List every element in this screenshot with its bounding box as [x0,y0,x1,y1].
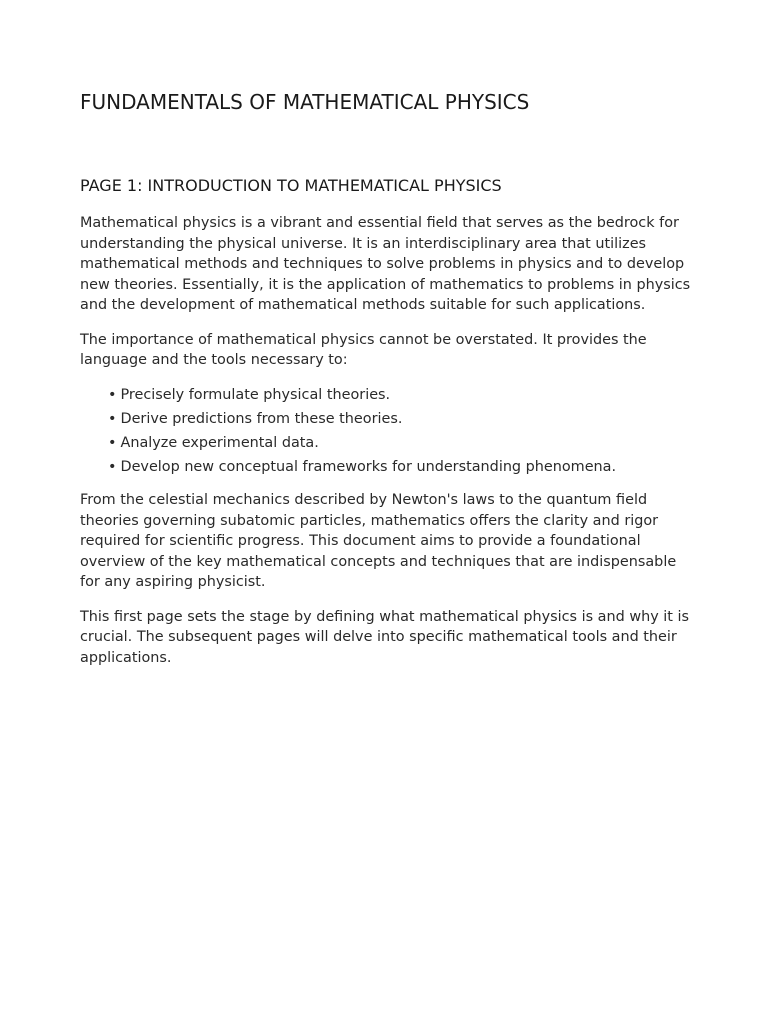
bullet-marker: • [108,410,117,427]
list-item [108,409,695,430]
list-item [108,385,695,406]
section-title: PAGE 1: INTRODUCTION TO MATHEMATICAL PHYSICS [80,176,502,195]
paragraph-progress: From the celestial mechanics described by Newton's laws to the quantum field theories governing subatomic particles, mathematics offers the clarity and rigor required for scientific progress. This document aims to provide a foundational overview of the key mathematical concepts and techniques that are indispensable for any aspiring physicist. [80,492,677,591]
document-title: FUNDAMENTALS OF MATHEMATICAL PHYSICS [80,90,530,114]
list-item-text: Derive predictions from these theories. [120,410,403,427]
bullet-list [80,385,695,478]
list-item-text: Precisely formulate physical theories. [120,386,391,403]
paragraph-importance: The importance of mathematical physics cannot be overstated. It provides the language and the tools necessary to: [80,331,647,368]
list-item [108,457,695,478]
paragraph-summary: This first page sets the stage by defining what mathematical physics is and why it is crucial. The subsequent pages will delve into specific mathematical tools and their applications. [80,608,690,666]
bullet-marker: • [108,386,117,403]
list-item-text: Develop new conceptual frameworks for understanding phenomena. [120,458,617,475]
list-item [108,433,695,454]
list-item-text: Analyze experimental data. [120,434,319,451]
document-body [80,213,695,682]
paragraph-intro: Mathematical physics is a vibrant and essential field that serves as the bedrock for understanding the physical universe. It is an interdisciplinary area that utilizes mathematical methods and techniques to solve problems in physics and to develop new theories. Essentially, it is the application of mathematics to problems in physics and the development of mathematical methods suitable for such applications. [80,215,691,313]
bullet-marker: • [108,434,117,451]
bullet-marker: • [108,458,117,475]
